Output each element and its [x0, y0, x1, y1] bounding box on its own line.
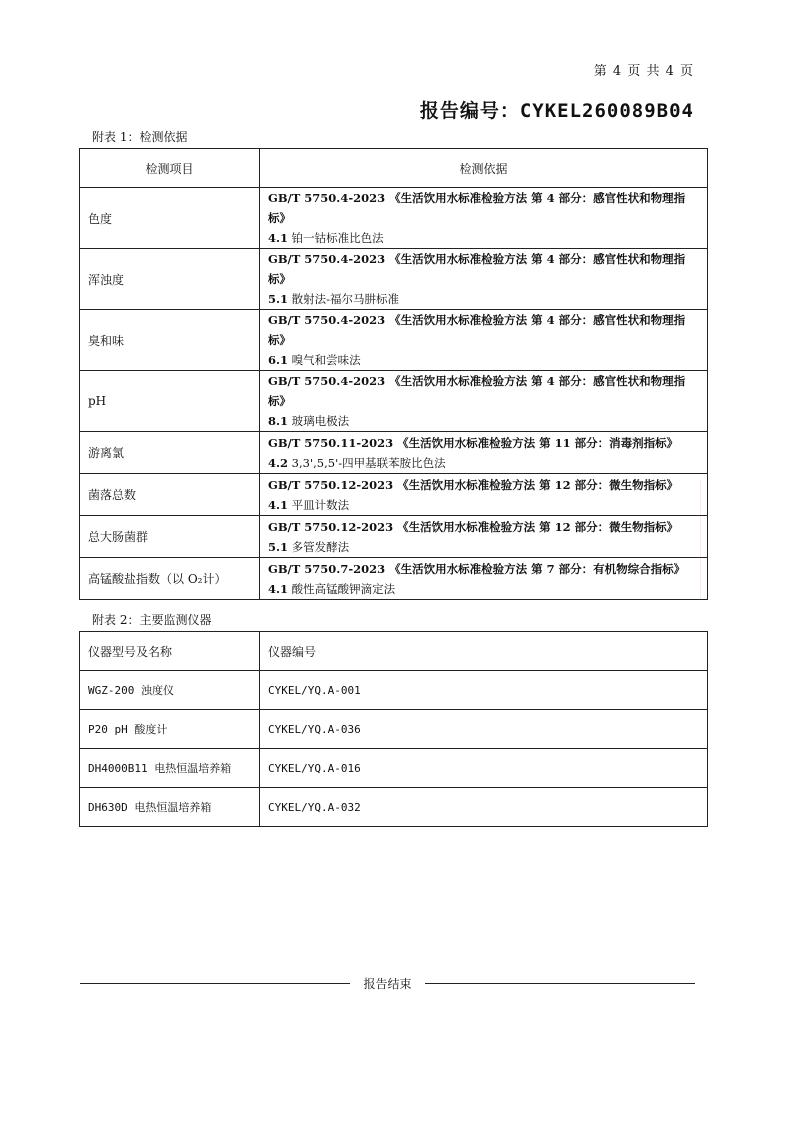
standard-name: GB/T 5750.4-2023 《生活饮用水标准检验方法 第 4 部分：感官性状和物理指标》: [268, 252, 686, 286]
appendix1-caption: 附表 1：检测依据: [92, 130, 188, 144]
test-basis: [260, 188, 708, 249]
instrument-id: CYKEL/YQ.A-016: [260, 749, 708, 788]
report-number: 报告编号：CYKEL260089B04: [419, 100, 694, 122]
table-row: [80, 558, 708, 600]
method-clause: 4.1: [268, 497, 289, 512]
method-clause: 8.1: [268, 414, 289, 428]
report-end-text: 报告结束: [363, 977, 412, 991]
method-clause: 4.1: [268, 581, 289, 596]
test-item: 浑浊度: [80, 249, 260, 310]
test-basis: [260, 432, 708, 474]
seam-stamp-trace: [700, 480, 781, 600]
instrument-id: CYKEL/YQ.A-032: [260, 788, 708, 827]
standard-name: GB/T 5750.4-2023 《生活饮用水标准检验方法 第 4 部分：感官性状和物理指标》: [268, 313, 686, 347]
method-name: 铂一钴标准比色法: [291, 231, 384, 245]
method-name: 多管发酵法: [291, 539, 350, 554]
method-clause: 5.1: [268, 292, 289, 306]
standard-name: GB/T 5750.12-2023 《生活饮用水标准检验方法 第 12 部分：微生物指标》: [268, 477, 679, 492]
instrument-model: WGZ-200 浊度仪: [80, 671, 260, 710]
table-header-row: [80, 632, 708, 671]
method-name: 3,3',5,5'-四甲基联苯胺比色法: [291, 455, 446, 470]
column-header-basis: 检测依据: [260, 149, 708, 188]
instrument-model: P20 pH 酸度计: [80, 710, 260, 749]
table-header-row: [80, 149, 708, 188]
test-basis: [260, 310, 708, 371]
table-row: [80, 432, 708, 474]
method-clause: 6.1: [268, 353, 289, 367]
test-item: 高锰酸盐指数（以 O₂计）: [80, 558, 260, 600]
table-row: [80, 671, 708, 710]
column-header-item: 检测项目: [80, 149, 260, 188]
column-header-id: 仪器编号: [260, 632, 708, 671]
page-indicator: 第 4 页 共 4 页: [593, 64, 694, 79]
test-item: 总大肠菌群: [80, 516, 260, 558]
method-name: 平皿计数法: [291, 497, 350, 512]
method-name: 嗅气和尝味法: [291, 353, 361, 367]
column-header-model: 仪器型号及名称: [80, 632, 260, 671]
test-basis: [260, 558, 708, 600]
test-item: 臭和味: [80, 310, 260, 371]
instrument-model: DH630D 电热恒温培养箱: [80, 788, 260, 827]
test-item: 色度: [80, 188, 260, 249]
table-row: [80, 310, 708, 371]
test-basis: [260, 249, 708, 310]
report-end-marker: [80, 975, 695, 991]
test-basis: [260, 371, 708, 432]
test-item: pH: [80, 371, 260, 432]
table-row: [80, 516, 708, 558]
table-row: [80, 249, 708, 310]
table-row: [80, 188, 708, 249]
table-row: [80, 474, 708, 516]
standard-name: GB/T 5750.7-2023 《生活饮用水标准检验方法 第 7 部分：有机物综合指标》: [268, 561, 686, 576]
test-item: 游离氯: [80, 432, 260, 474]
method-clause: 4.1: [268, 231, 289, 245]
standard-name: GB/T 5750.12-2023 《生活饮用水标准检验方法 第 12 部分：微生物指标》: [268, 519, 679, 534]
test-item: 菌落总数: [80, 474, 260, 516]
method-clause: 4.2: [268, 455, 289, 470]
method-name: 酸性高锰酸钾滴定法: [291, 581, 396, 596]
test-basis-table: [79, 148, 708, 600]
table-row: [80, 371, 708, 432]
instrument-table: [79, 631, 708, 827]
standard-name: GB/T 5750.4-2023 《生活饮用水标准检验方法 第 4 部分：感官性状和物理指标》: [268, 374, 686, 408]
table-row: [80, 749, 708, 788]
table-row: [80, 788, 708, 827]
standard-name: GB/T 5750.4-2023 《生活饮用水标准检验方法 第 4 部分：感官性状和物理指标》: [268, 191, 686, 225]
table-row: [80, 710, 708, 749]
instrument-id: CYKEL/YQ.A-001: [260, 671, 708, 710]
method-name: 玻璃电极法: [291, 414, 350, 428]
standard-name: GB/T 5750.11-2023 《生活饮用水标准检验方法 第 11 部分：消毒剂指标》: [268, 435, 679, 450]
test-basis: [260, 516, 708, 558]
test-basis: [260, 474, 708, 516]
appendix2-caption: 附表 2：主要监测仪器: [92, 613, 212, 627]
method-clause: 5.1: [268, 539, 289, 554]
instrument-id: CYKEL/YQ.A-036: [260, 710, 708, 749]
method-name: 散射法-福尔马肼标准: [291, 292, 400, 306]
instrument-model: DH4000B11 电热恒温培养箱: [80, 749, 260, 788]
end-divider-right: [425, 983, 695, 984]
